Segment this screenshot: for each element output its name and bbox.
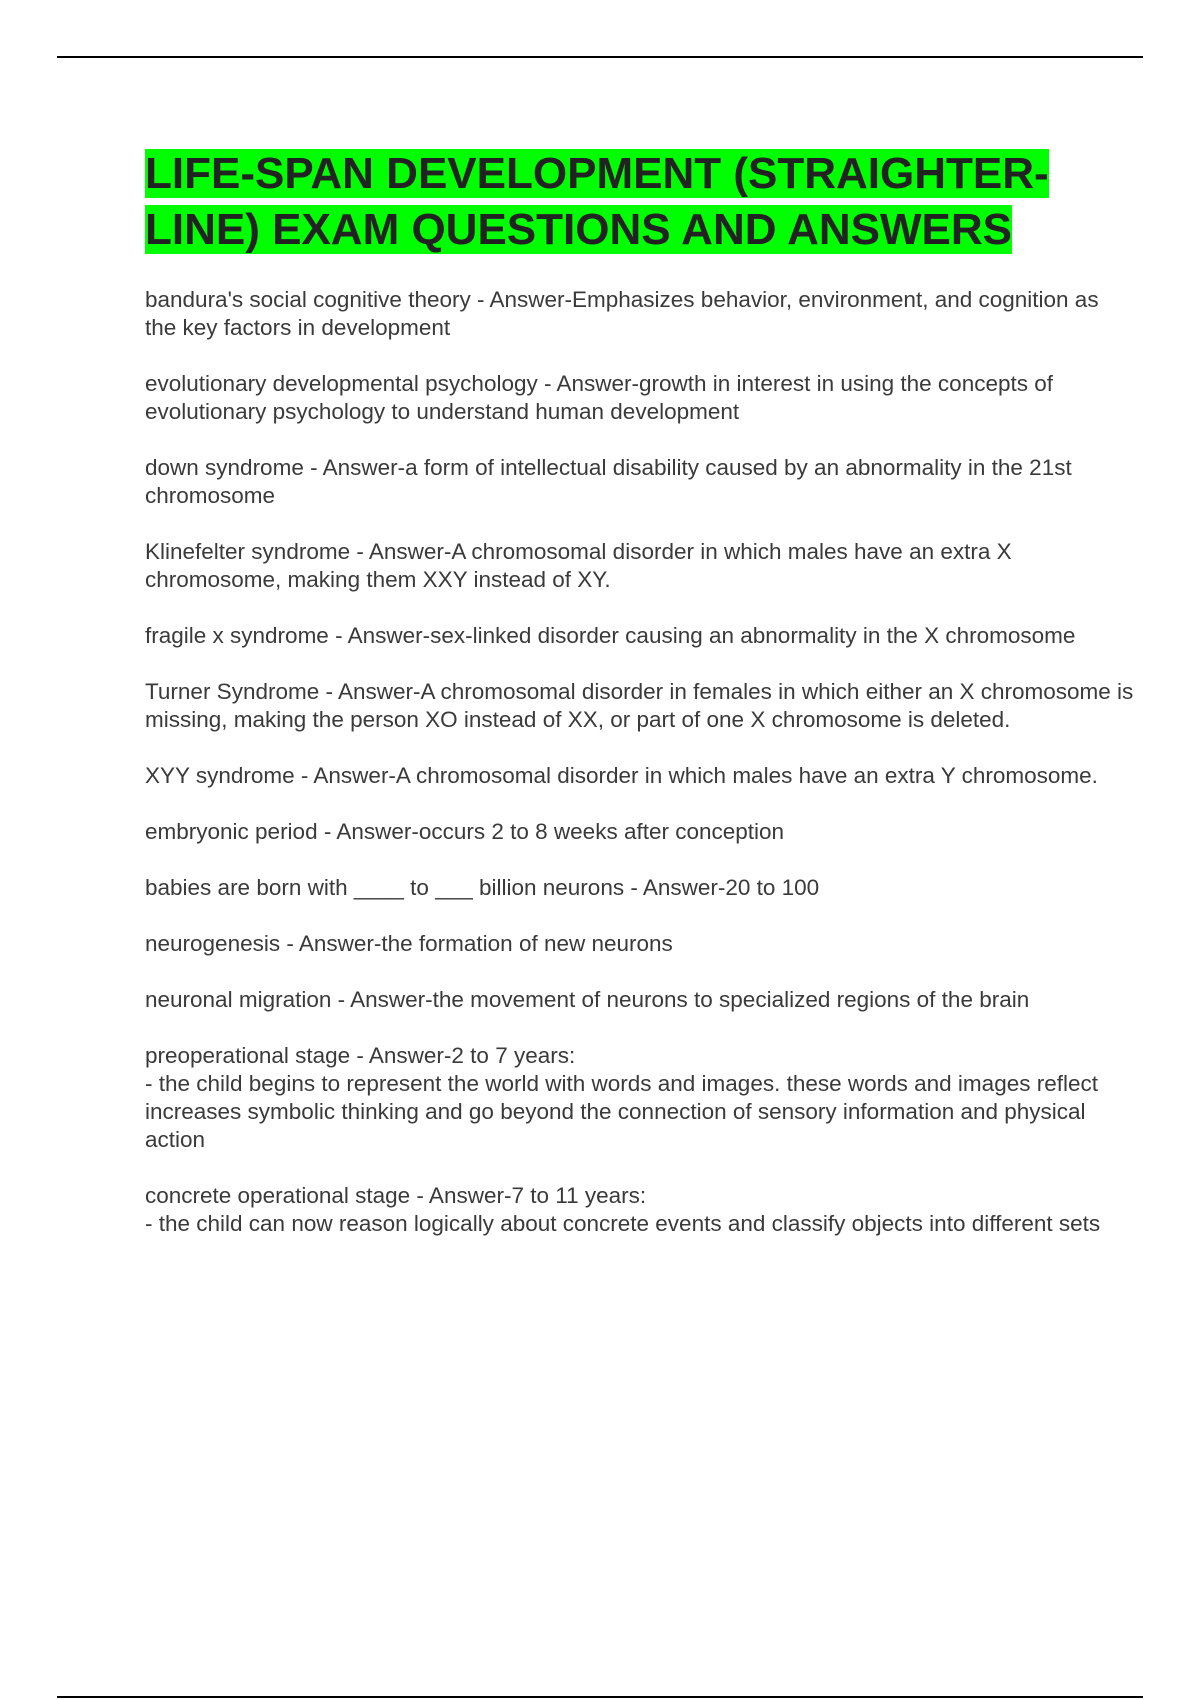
- qa-item: embryonic period - Answer-occurs 2 to 8 weeks after conception: [145, 819, 785, 844]
- header-rule: [57, 56, 1143, 58]
- document-title-text: LIFE-SPAN DEVELOPMENT (STRAIGHTER-LINE) EXAM QUESTIONS AND ANSWERS: [145, 149, 1049, 254]
- qa-item: babies are born with ____ to ___ billion neurons - Answer-20 to 100: [145, 875, 820, 900]
- document-body: [145, 146, 1135, 1266]
- footer-rule: [57, 1696, 1143, 1698]
- qa-item: fragile x syndrome - Answer-sex-linked disorder causing an abnormality in the X chromosome: [145, 623, 1076, 648]
- qa-item: XYY syndrome - Answer-A chromosomal disorder in which males have an extra Y chromosome.: [145, 763, 1098, 788]
- qa-item: Turner Syndrome - Answer-A chromosomal disorder in females in which either an X chromosome is missing, making the person XO instead of XX, or part of one X chromosome is deleted.: [145, 679, 1134, 732]
- qa-item: down syndrome - Answer-a form of intellectual disability caused by an abnormality in the 21st chromosome: [145, 455, 1072, 508]
- document-title: [145, 146, 1135, 258]
- qa-item: Klinefelter syndrome - Answer-A chromosomal disorder in which males have an extra X chromosome, making them XXY instead of XY.: [145, 539, 1012, 592]
- qa-item: evolutionary developmental psychology - Answer-growth in interest in using the concepts of evolutionary psychology to understand human development: [145, 371, 1053, 424]
- qa-item: bandura's social cognitive theory - Answer-Emphasizes behavior, environment, and cognition as the key factors in development: [145, 287, 1099, 340]
- qa-item: preoperational stage - Answer-2 to 7 years: - the child begins to represent the world with words and images. these words and images reflect increases symbolic thinking and go beyond the connection of sensory information and physical action: [145, 1043, 1098, 1152]
- qa-list: [145, 286, 1135, 1238]
- qa-item: concrete operational stage - Answer-7 to 11 years: - the child can now reason logically about concrete events and classify objects into different sets: [145, 1183, 1101, 1236]
- qa-item: neuronal migration - Answer-the movement of neurons to specialized regions of the brain: [145, 987, 1030, 1012]
- qa-item: neurogenesis - Answer-the formation of new neurons: [145, 931, 673, 956]
